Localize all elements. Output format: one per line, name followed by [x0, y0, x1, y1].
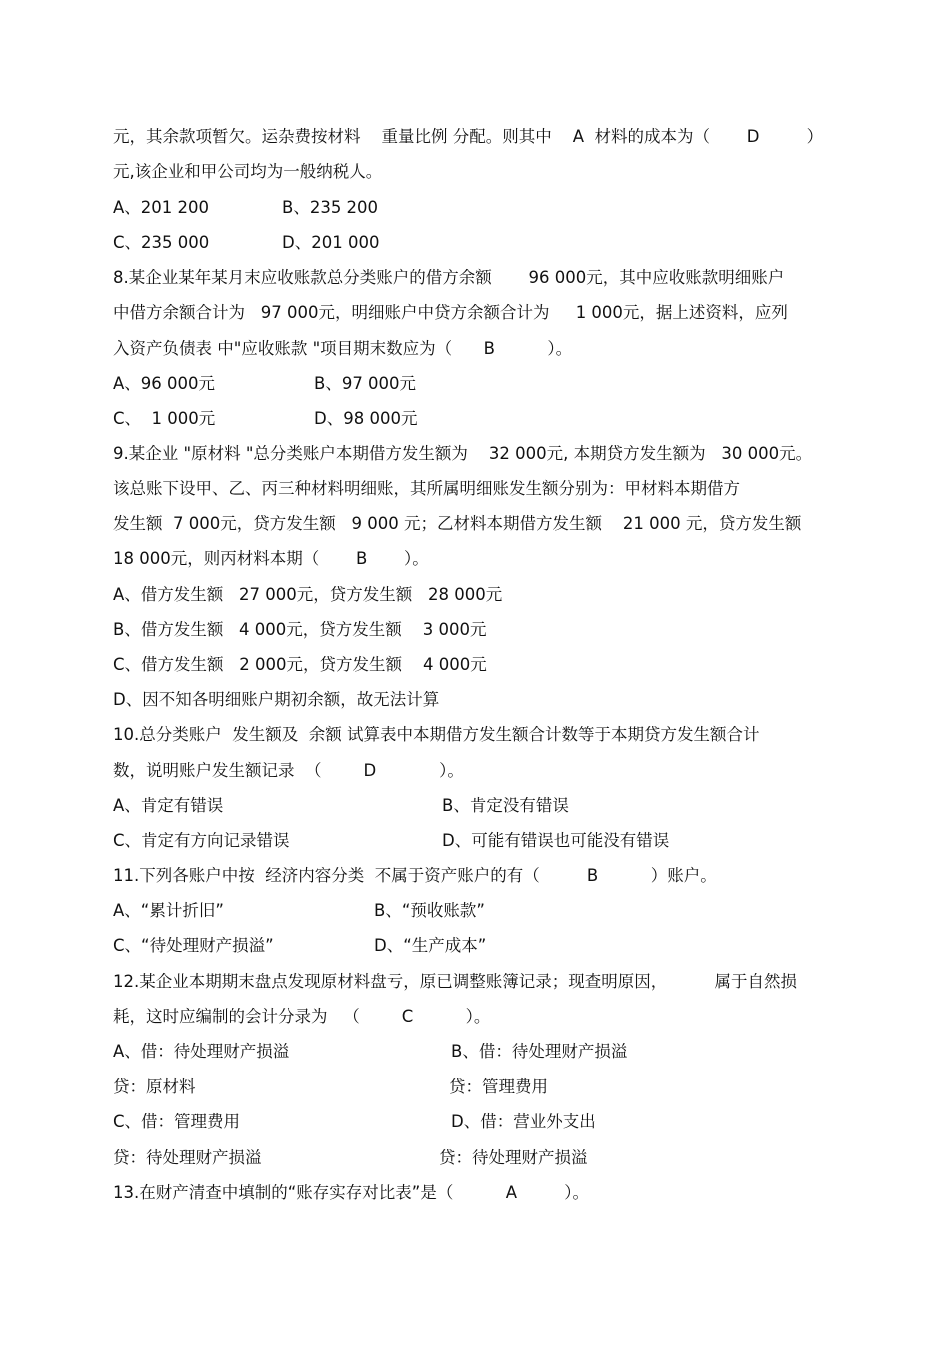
- q8-text-line-2: 中借方余额合计为 97 000元，明细账户中贷方余额合计为 1 000元，据上述资料，应列: [113, 303, 788, 322]
- q9-option-b: B、借方发生额 4 000元，贷方发生额 3 000元: [113, 620, 487, 639]
- q12-option-a-debit: A、借：待处理财产损溢: [113, 1042, 290, 1061]
- q10-option-c: C、肯定有方向记录错误: [113, 831, 290, 850]
- q9-option-d: D、因不知各明细账户期初余额，故无法计算: [113, 690, 440, 709]
- q11-text-line-1: 11.下列各账户中按 经济内容分类 不属于资产账户的有（ B ）账户。: [113, 866, 717, 885]
- q10-option-d: D、可能有错误也可能没有错误: [442, 831, 670, 850]
- q7-option-d: D、201 000: [282, 233, 380, 252]
- q8-option-d: D、98 000元: [314, 409, 418, 428]
- q7-option-c: C、235 000: [113, 233, 210, 252]
- q12-option-b-credit: 贷：管理费用: [449, 1077, 548, 1096]
- q10-option-a: A、肯定有错误: [113, 796, 224, 815]
- q11-option-a: A、“累计折旧”: [113, 901, 224, 920]
- q8-text-line-1: 8.某企业某年某月末应收账款总分类账户的借方余额 96 000元，其中应收账款明细账户: [113, 268, 785, 287]
- q10-text-line-1: 10.总分类账户 发生额及 余额 试算表中本期借方发生额合计数等于本期贷方发生额合计: [113, 725, 760, 744]
- q13-text-line-1: 13.在财产清查中填制的“账存实存对比表”是（ A ）。: [113, 1183, 590, 1202]
- q11-option-c: C、“待处理财产损溢”: [113, 936, 274, 955]
- q9-text-line-3: 发生额 7 000元，贷方发生额 9 000 元；乙材料本期借方发生额 21 000 元，贷方发生额: [113, 514, 802, 533]
- q11-option-b: B、“预收账款”: [374, 901, 485, 920]
- q11-option-d: D、“生产成本”: [374, 936, 487, 955]
- q9-option-a: A、借方发生额 27 000元，贷方发生额 28 000元: [113, 585, 503, 604]
- q12-option-d-debit: D、借：营业外支出: [451, 1112, 596, 1131]
- q12-option-c-debit: C、借：管理费用: [113, 1112, 241, 1131]
- q12-option-b-debit: B、借：待处理财产损溢: [451, 1042, 628, 1061]
- q12-text-line-2: 耗，这时应编制的会计分录为 （ C ）。: [113, 1007, 491, 1026]
- q10-option-b: B、肯定没有错误: [442, 796, 569, 815]
- q12-option-a-credit: 贷：原材料: [113, 1077, 196, 1096]
- q10-text-line-2: 数，说明账户发生额记录 （ D ）。: [113, 761, 464, 780]
- q8-text-line-3: 入资产负债表 中"应收账款 "项目期末数应为（ B ）。: [113, 339, 573, 358]
- q9-text-line-2: 该总账下设甲、乙、丙三种材料明细账，其所属明细账发生额分别为：甲材料本期借方: [113, 479, 740, 498]
- q9-text-line-4: 18 000元，则丙材料本期（ B ）。: [113, 549, 429, 568]
- q7-option-a: A、201 200: [113, 198, 210, 217]
- q12-text-line-1: 12.某企业本期期末盘点发现原材料盘亏，原已调整账簿记录；现查明原因， 属于自然损: [113, 972, 797, 991]
- q12-option-d-credit: 贷：待处理财产损溢: [439, 1148, 588, 1167]
- q8-option-b: B、97 000元: [314, 374, 417, 393]
- q9-text-line-1: 9.某企业 "原材料 "总分类账户本期借方发生额为 32 000元, 本期贷方发生额为 30 000元。: [113, 444, 813, 463]
- q8-option-c: C、 1 000元: [113, 409, 216, 428]
- q8-option-a: A、96 000元: [113, 374, 216, 393]
- q7-option-b: B、235 200: [282, 198, 379, 217]
- q7-text-line-1: 元，其余款项暂欠。运杂费按材料 重量比例 分配。则其中 A 材料的成本为（ D ）: [113, 127, 824, 146]
- q12-option-c-credit: 贷：待处理财产损溢: [113, 1148, 262, 1167]
- q7-text-line-2: 元,该企业和甲公司均为一般纳税人。: [113, 162, 383, 181]
- q9-option-c: C、借方发生额 2 000元，贷方发生额 4 000元: [113, 655, 487, 674]
